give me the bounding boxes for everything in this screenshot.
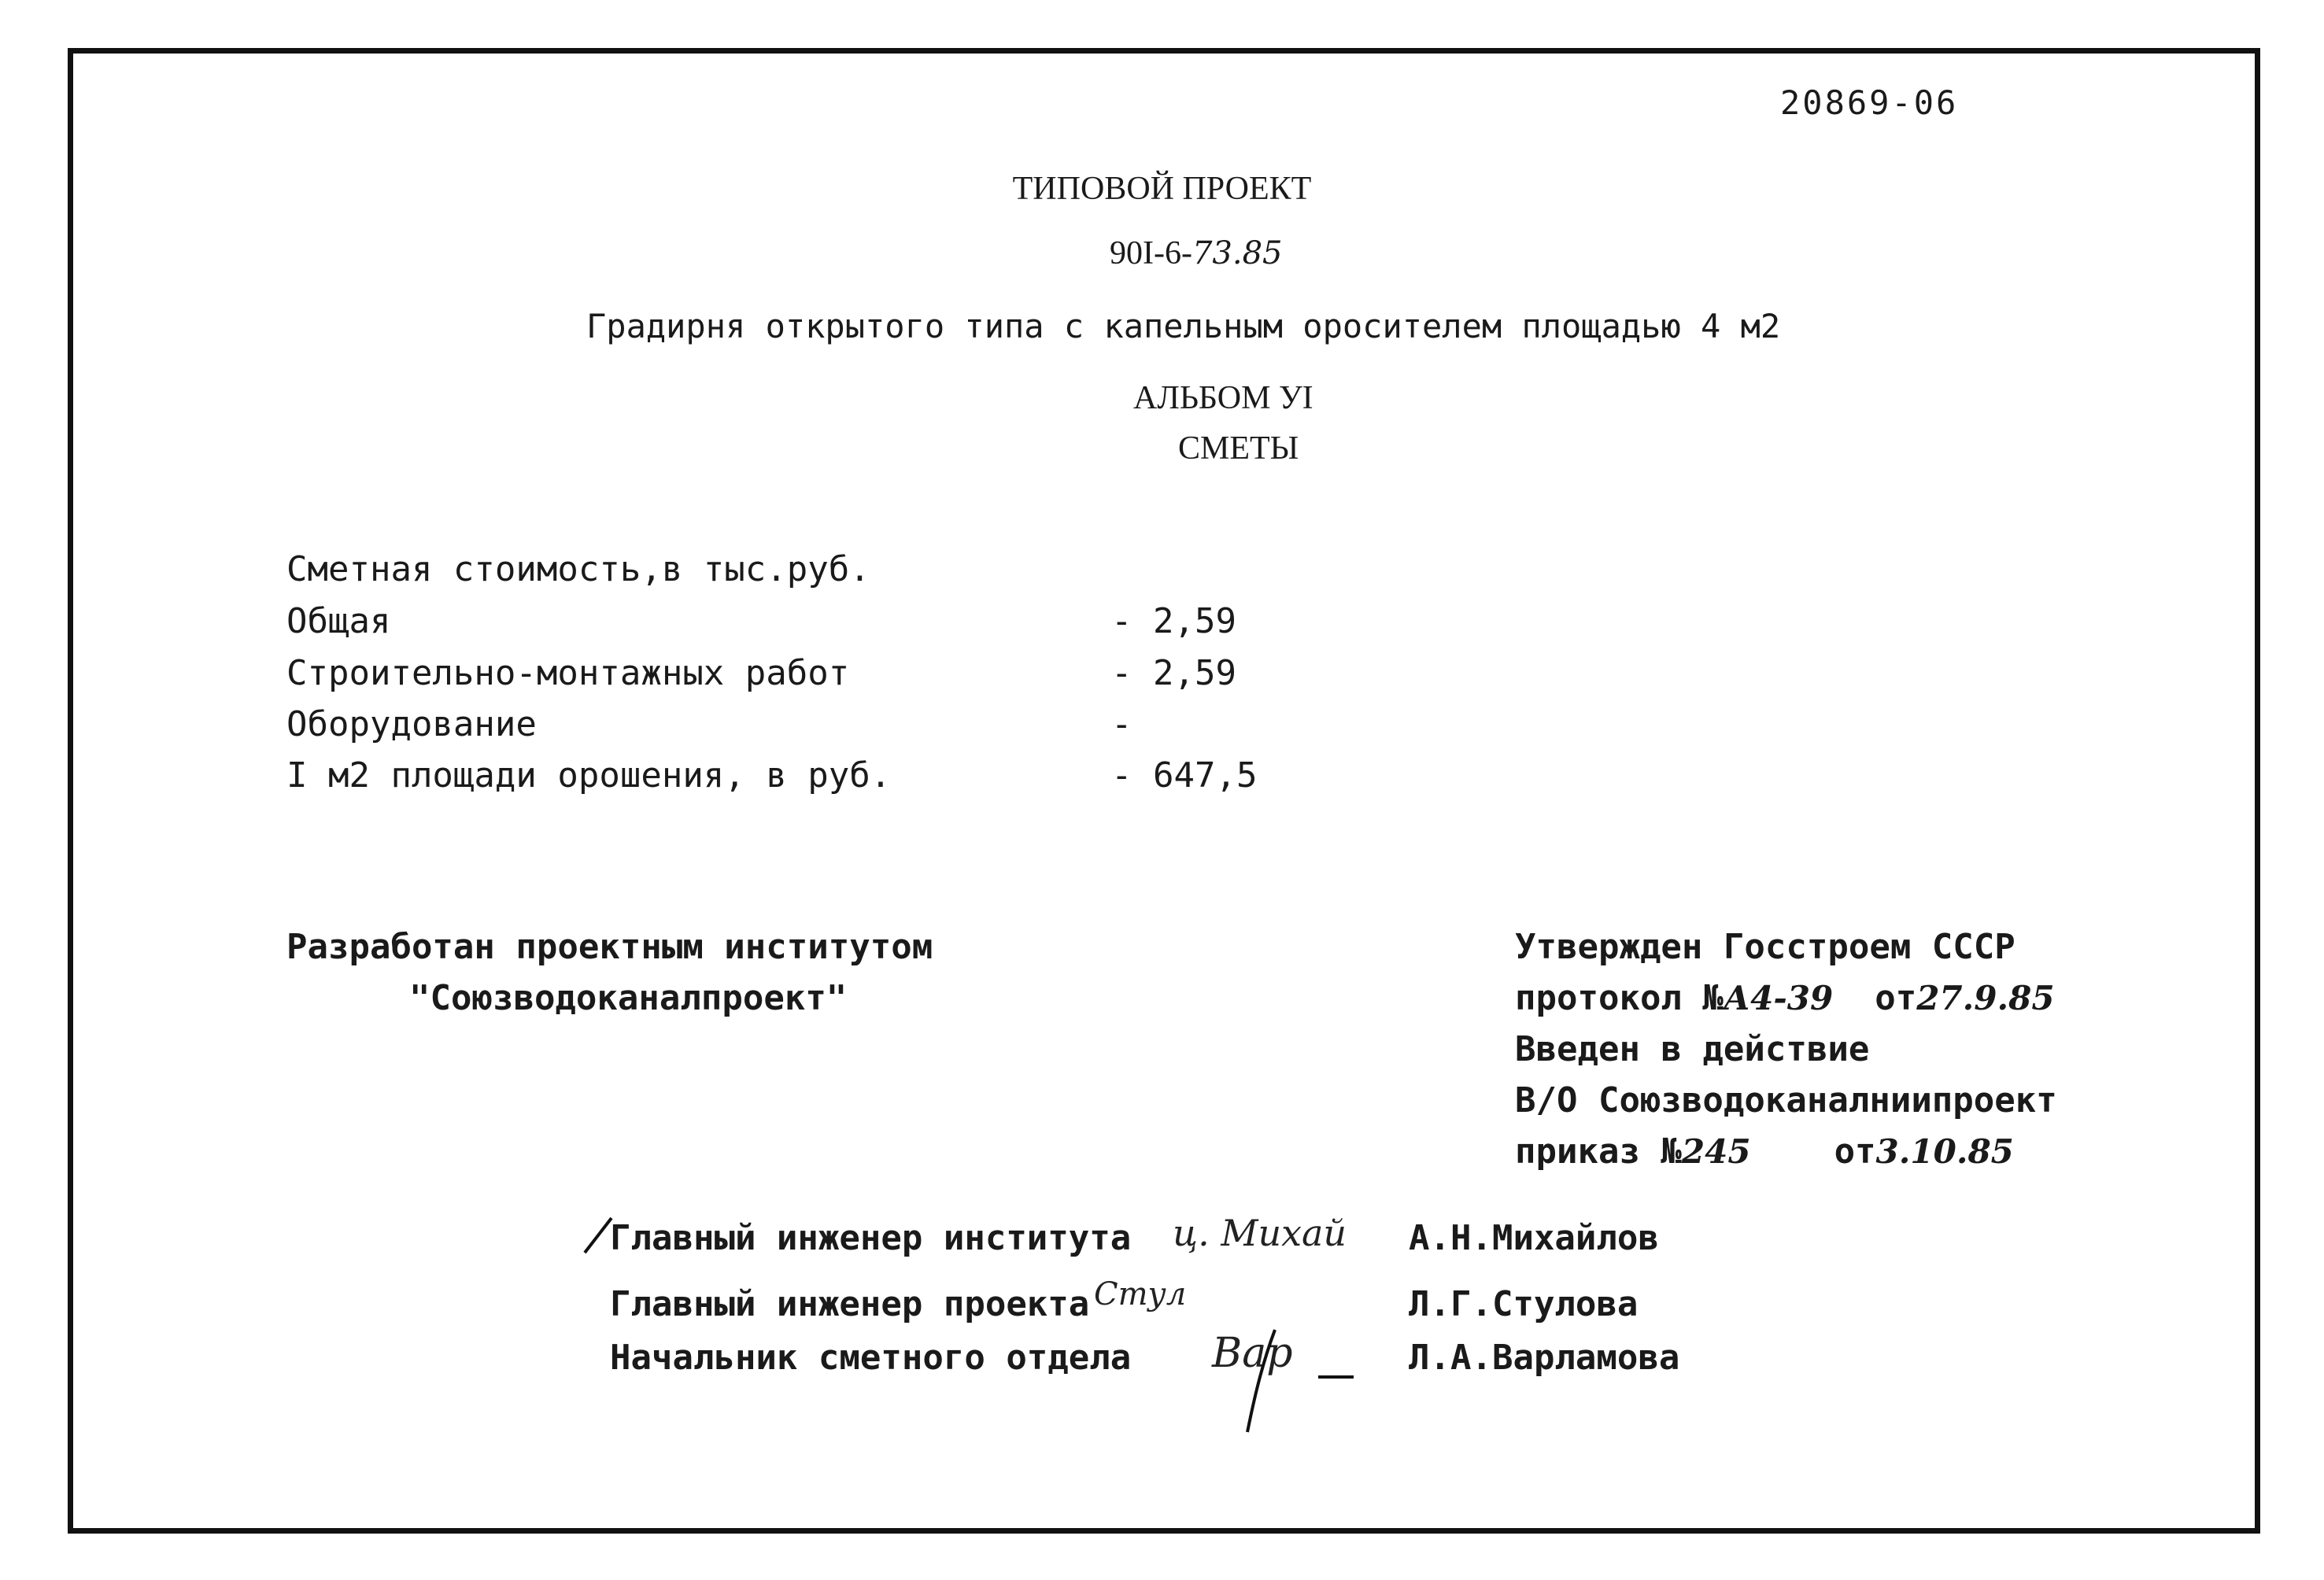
cost-value-construction: - 2,59 xyxy=(1111,653,1236,693)
developer-line: Разработан проектным институтом xyxy=(286,927,933,967)
signature-estimates-head: Вар xyxy=(1212,1330,1293,1377)
protocol-number: А4-39 xyxy=(1723,979,1834,1017)
protocol-date-label: от xyxy=(1875,978,1917,1018)
document-title: ТИПОВОЙ ПРОЕКТ xyxy=(1012,171,1312,207)
order-label: приказ № xyxy=(1515,1131,1682,1172)
approval-order xyxy=(1515,1131,2014,1172)
project-code-printed: 90I-6- xyxy=(1110,235,1192,271)
order-number: 245 xyxy=(1681,1132,1751,1171)
cost-label-construction: Строительно-монтажных работ xyxy=(286,653,850,693)
signature-title-estimates-head: Начальник сметного отдела xyxy=(610,1338,1132,1378)
order-date: 3.10.85 xyxy=(1875,1132,2014,1171)
approval-protocol xyxy=(1515,978,2055,1018)
signature-flourish-icon xyxy=(1200,1298,1358,1440)
cost-heading: Сметная стоимость,в тыс.руб. xyxy=(286,549,870,589)
signature-title-chief-engineer: Главный инженер института xyxy=(610,1218,1132,1258)
developer-institute: "Союзводоканалпроект" xyxy=(409,978,848,1018)
approval-line: Утвержден Госстроем СССР xyxy=(1515,927,2015,967)
protocol-label: протокол № xyxy=(1515,978,1724,1018)
project-code-handwritten: 73.85 xyxy=(1192,235,1283,271)
album-label: АЛЬБОМ УI xyxy=(1133,380,1313,416)
protocol-date: 27.9.85 xyxy=(1916,979,2055,1017)
signature-chief-engineer: ц. Михай xyxy=(1173,1212,1347,1254)
project-code xyxy=(1110,234,1282,272)
project-subject: Градирня открытого типа с капельным оросителем площадью 4 м2 xyxy=(586,307,1781,345)
cost-label-per-m2: I м2 площади орошения, в руб. xyxy=(286,755,892,796)
signature-name-chief-engineer: А.Н.Михайлов xyxy=(1409,1218,1659,1258)
signature-name-estimates-head: Л.А.Варламова xyxy=(1409,1338,1680,1378)
signature-title-project-engineer: Главный инженер проекта xyxy=(610,1284,1090,1324)
cost-label-equipment: Оборудование xyxy=(286,704,537,744)
cost-value-per-m2: - 647,5 xyxy=(1111,755,1258,796)
document-number: 20869-06 xyxy=(1780,83,1959,122)
section-label: СМЕТЫ xyxy=(1178,430,1299,467)
signature-project-engineer: Стул xyxy=(1094,1276,1187,1312)
approval-organization: В/О Союзводоканалниипроект xyxy=(1515,1080,2057,1120)
cost-value-equipment: - xyxy=(1111,704,1132,744)
signature-name-project-engineer: Л.Г.Стулова xyxy=(1409,1284,1639,1324)
cost-value-total: - 2,59 xyxy=(1111,601,1236,641)
cost-label-total: Общая xyxy=(286,601,391,641)
order-date-label: от xyxy=(1834,1131,1876,1172)
approval-enacted: Введен в действие xyxy=(1515,1029,1870,1069)
